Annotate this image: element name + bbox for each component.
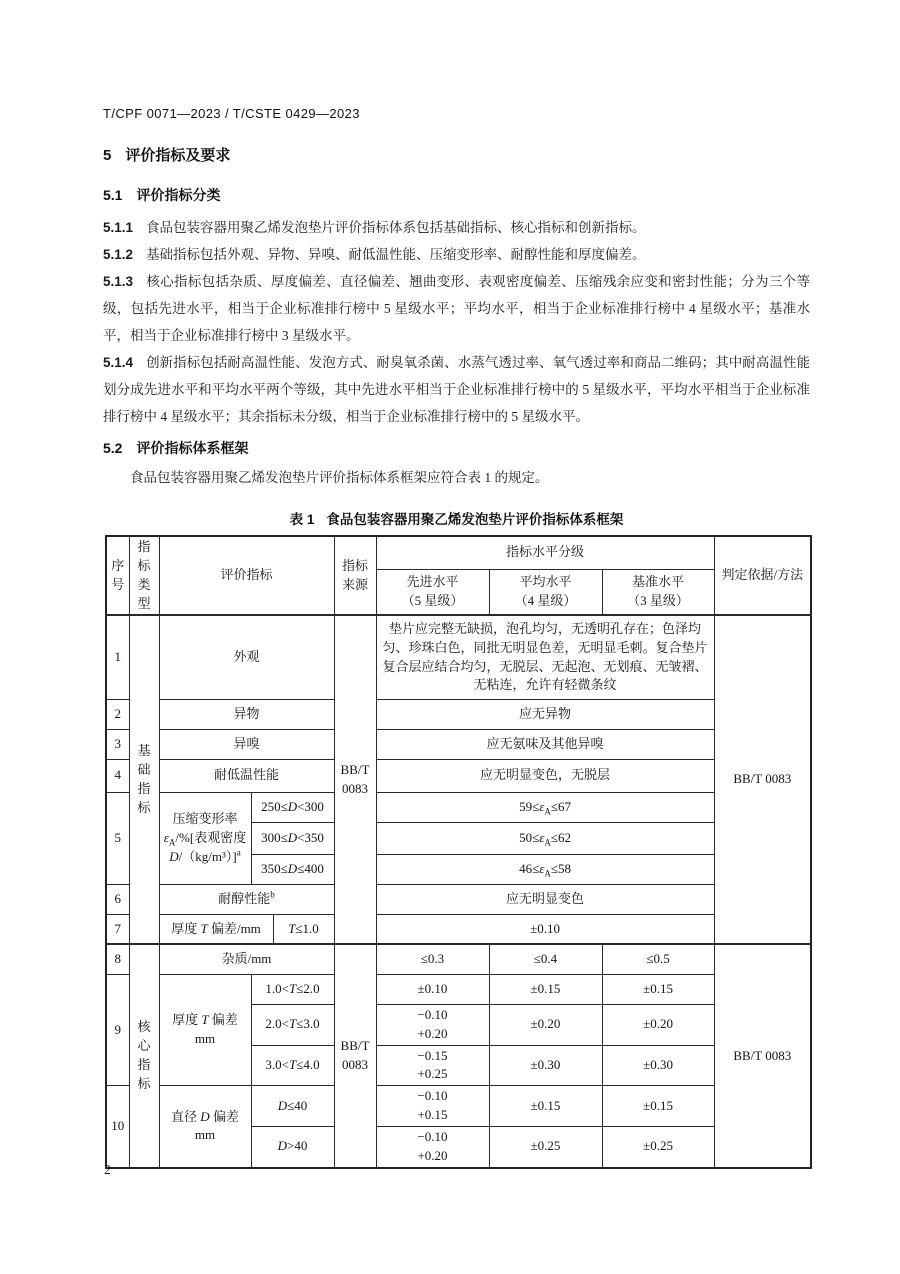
cell-thickness2-baseline: ±0.20 <box>602 1004 714 1045</box>
cell-cond-thickness-1: 1.0<T≤2.0 <box>251 974 334 1004</box>
clause-text: 食品包装容器用聚乙烯发泡垫片评价指标体系包括基础指标、核心指标和创新指标。 <box>146 220 646 235</box>
section-title: 评价指标分类 <box>136 187 221 203</box>
group-basic-source: BB/T 0083 <box>334 615 376 944</box>
cell-thickness3-advanced: −0.15 +0.25 <box>376 1045 489 1086</box>
cell-no-5: 5 <box>106 792 129 884</box>
cell-req-thickness-basic: ±0.10 <box>376 914 714 944</box>
clause-text: 基础指标包括外观、异物、异嗅、耐低温性能、压缩变形率、耐醇性能和厚度偏差。 <box>146 247 646 262</box>
cell-no-8: 8 <box>106 944 129 974</box>
cell-cond-thickness-3: 3.0<T≤4.0 <box>251 1045 334 1086</box>
cell-indicator-diameter: 直径 D 偏差 mm <box>159 1086 251 1168</box>
clause-number: 5.1.2 <box>103 247 134 262</box>
header-advanced-level: 先进水平 （5 星级） <box>376 569 489 615</box>
cell-indicator-odor: 异嗅 <box>159 729 334 759</box>
clause-5-1-3 <box>103 268 810 349</box>
cell-impurity-baseline: ≤0.5 <box>602 944 714 974</box>
header-seq: 序 号 <box>106 536 129 615</box>
section-number: 5.2 <box>103 440 123 456</box>
clause-5-1-1 <box>103 214 810 241</box>
header-baseline-level: 基准水平 （3 星级） <box>602 569 714 615</box>
section-5-heading <box>103 144 810 165</box>
cell-thickness1-advanced: ±0.10 <box>376 974 489 1004</box>
cell-req-low-temp: 应无明显变色，无脱层 <box>376 759 714 792</box>
cell-no-6: 6 <box>106 884 129 914</box>
cell-thickness1-baseline: ±0.15 <box>602 974 714 1004</box>
cell-thickness2-advanced: −0.10 +0.20 <box>376 1004 489 1045</box>
cell-thickness3-average: ±0.30 <box>489 1045 602 1086</box>
cell-no-2: 2 <box>106 699 129 729</box>
cell-cond-density-2: 300≤D<350 <box>251 822 334 854</box>
cell-indicator-alcohol: 耐醇性能$^b$ <box>159 884 334 914</box>
cell-impurity-average: ≤0.4 <box>489 944 602 974</box>
evaluation-indicator-table <box>105 535 812 1169</box>
group-core-type: 核心 指标 <box>129 944 159 1167</box>
cell-thickness1-average: ±0.15 <box>489 974 602 1004</box>
cell-req-foreign-matter: 应无异物 <box>376 699 714 729</box>
cell-indicator-thickness-basic: 厚度 T 偏差/mm <box>159 914 273 944</box>
cell-req-compression-2: $50\le\varepsilon_A\le 62$ <box>376 822 714 854</box>
clause-text: 核心指标包括杂质、厚度偏差、直径偏差、翘曲变形、表观密度偏差、压缩残余应变和密封性能；分为三个等级，包括先进水平，相当于企业标准排行榜中 5 星级水平；平均水平，相当于企业标准排行榜中 4 星级水平；基准水平，相当于企业标准排行榜中 3 星级水平。 <box>103 274 810 343</box>
clause-number: 5.1.4 <box>103 355 134 370</box>
cell-req-alcohol: 应无明显变色 <box>376 884 714 914</box>
group-core-judge: BB/T 0083 <box>714 944 811 1167</box>
clause-text: 创新指标包括耐高温性能、发泡方式、耐臭氧杀菌、水蒸气透过率、氧气透过率和商品二维码；其中耐高温性能划分成先进水平和平均水平两个等级，其中先进水平相当于企业标准排行榜中的 5 星级水平，平均水平相当于企业标准排行榜中 4 星级水平；其余指标未分级，相当于企业标准排行榜中的 5 星级水平。 <box>103 355 810 424</box>
cell-cond-thickness-basic: T≤1.0 <box>273 914 334 944</box>
cell-no-4: 4 <box>106 759 129 792</box>
section-title: 评价指标及要求 <box>125 147 231 164</box>
cell-indicator-low-temp: 耐低温性能 <box>159 759 334 792</box>
cell-no-7: 7 <box>106 914 129 944</box>
cell-diameter2-baseline: ±0.25 <box>602 1126 714 1167</box>
header-source: 指标 来源 <box>334 536 376 615</box>
section-5-2-heading <box>103 438 810 458</box>
cell-diameter1-average: ±0.15 <box>489 1086 602 1127</box>
header-level-group: 指标水平分级 <box>376 536 714 569</box>
cell-req-odor: 应无氨味及其他异嗅 <box>376 729 714 759</box>
section-number: 5 <box>103 147 112 164</box>
table-1-caption <box>103 508 810 528</box>
cell-thickness3-baseline: ±0.30 <box>602 1045 714 1086</box>
clause-5-2-paragraph: 食品包装容器用聚乙烯发泡垫片评价指标体系框架应符合表 1 的规定。 <box>130 470 549 485</box>
cell-req-compression-1: $59\le\varepsilon_A\le 67$ <box>376 792 714 822</box>
cell-cond-thickness-2: 2.0<T≤3.0 <box>251 1004 334 1045</box>
section-5-1-heading <box>103 185 810 205</box>
cell-no-9: 9 <box>106 974 129 1085</box>
cell-cond-diameter-1: D≤40 <box>251 1086 334 1127</box>
header-average-level: 平均水平 （4 星级） <box>489 569 602 615</box>
cell-cond-density-3: 350≤D≤400 <box>251 854 334 884</box>
cell-thickness2-average: ±0.20 <box>489 1004 602 1045</box>
header-indicator: 评价指标 <box>159 536 334 615</box>
clause-number: 5.1.1 <box>103 220 134 235</box>
standard-number-header: T/CPF 0071—2023 / T/CSTE 0429—2023 <box>103 106 360 121</box>
group-core-source: BB/T 0083 <box>334 944 376 1167</box>
header-judge-basis: 判定依据/方法 <box>714 536 811 615</box>
cell-no-10: 10 <box>106 1086 129 1168</box>
section-number: 5.1 <box>103 187 123 203</box>
cell-indicator-appearance: 外观 <box>159 615 334 699</box>
table-caption-title: 食品包装容器用聚乙烯发泡垫片评价指标体系框架 <box>326 512 624 527</box>
cell-diameter1-baseline: ±0.15 <box>602 1086 714 1127</box>
cell-no-3: 3 <box>106 729 129 759</box>
cell-indicator-compression: 压缩变形率 $\varepsilon_A/\%$[表观密度 D/（kg/m³）]$^a$ <box>159 792 251 884</box>
section-title: 评价指标体系框架 <box>136 440 249 456</box>
cell-req-compression-3: $46\le\varepsilon_A\le 58$ <box>376 854 714 884</box>
clause-5-1-2 <box>103 241 810 268</box>
cell-indicator-thickness-core: 厚度 T 偏差 mm <box>159 974 251 1085</box>
group-basic-type: 基础 指标 <box>129 615 159 944</box>
header-indicator-type: 指标 类型 <box>129 536 159 615</box>
cell-no-1: 1 <box>106 615 129 699</box>
cell-cond-density-1: 250≤D<300 <box>251 792 334 822</box>
clause-number: 5.1.3 <box>103 274 134 289</box>
cell-diameter1-advanced: −0.10 +0.15 <box>376 1086 489 1127</box>
cell-impurity-advanced: ≤0.3 <box>376 944 489 974</box>
cell-indicator-impurity: 杂质/mm <box>159 944 334 974</box>
clause-5-1-4 <box>103 349 810 430</box>
cell-cond-diameter-2: D>40 <box>251 1126 334 1167</box>
page-number: 2 <box>104 1162 111 1177</box>
table-caption-label: 表 1 <box>289 512 315 527</box>
cell-diameter2-advanced: −0.10 +0.20 <box>376 1126 489 1167</box>
group-basic-judge: BB/T 0083 <box>714 615 811 944</box>
cell-req-appearance: 垫片应完整无缺损，泡孔均匀，无透明孔存在；色泽均匀、珍珠白色，同批无明显色差，无明显毛刺。复合垫片复合层应结合均匀，无脱层、无起泡、无划痕、无皱褶、无粘连，允许有轻微条纹 <box>376 615 714 699</box>
cell-diameter2-average: ±0.25 <box>489 1126 602 1167</box>
cell-indicator-foreign-matter: 异物 <box>159 699 334 729</box>
